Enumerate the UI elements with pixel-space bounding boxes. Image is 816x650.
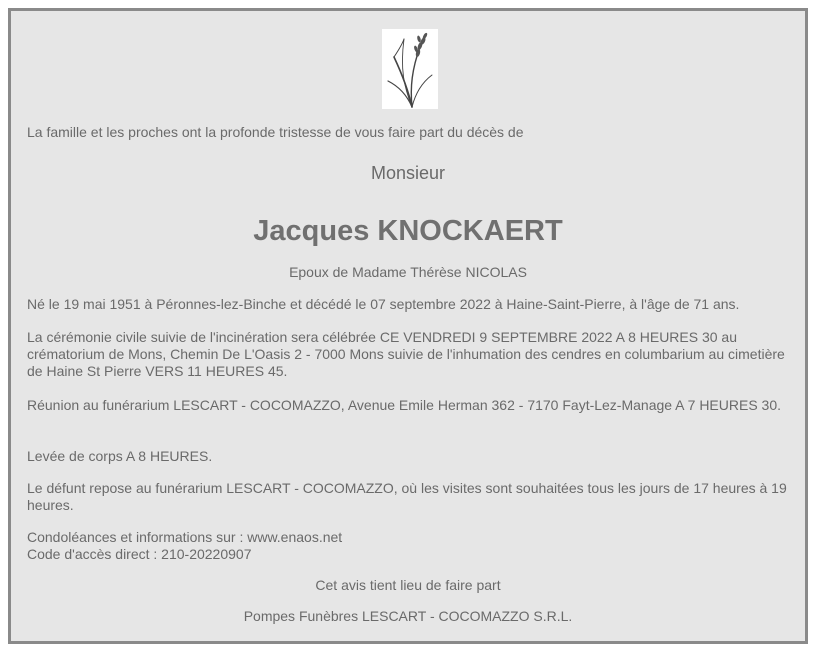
levee-text: Levée de corps A 8 HEURES. [27,448,213,464]
ceremony-text: La cérémonie civile suivie de l'incinération sera célébrée CE VENDREDI 9 SEPTEMBRE 2022 A 8 HEURES 30 au crématorium de Mons, Chemin De L'Oasis 2 - 7000 Mons suivie de l'inhumation des cendres en columbarium au cimetière de Haine St Pierre VERS 11 HEURES 45. [27,329,785,379]
death-notice-card [8,8,808,644]
intro-text: La famille et les proches ont la profonde tristesse de vous faire part du décès de [27,124,524,140]
condolences-website-text: Condoléances et informations sur : www.enaos.net [27,529,343,545]
honorific-title: Monsieur [370,163,446,183]
funeral-home-text: Pompes Funèbres LESCART - COCOMAZZO S.R.L. [243,608,573,624]
access-code-text: Code d'accès direct : 210-20220907 [27,546,252,562]
repose-text: Le défunt repose au funérarium LESCART - COCOMAZZO, où les visites sont souhaitées tous les jours de 17 heures à 19 heures. [27,480,787,513]
deceased-name: Jacques KNOCKAERT [253,215,563,247]
condolences-block [27,529,795,563]
notice-text: Cet avis tient lieu de faire part [315,577,501,593]
wheat-stalk-icon [382,29,438,109]
spouse-text: Epoux de Madame Thérèse NICOLAS [289,264,527,280]
reunion-text: Réunion au funérarium LESCART - COCOMAZZO, Avenue Emile Herman 362 - 7170 Fayt-Lez-Manage A 7 HEURES 30. [27,397,782,413]
birth-death-text: Né le 19 mai 1951 à Péronnes-lez-Binche et décédé le 07 septembre 2022 à Haine-Saint-Pierre, à l'âge de 71 ans. [27,296,740,312]
